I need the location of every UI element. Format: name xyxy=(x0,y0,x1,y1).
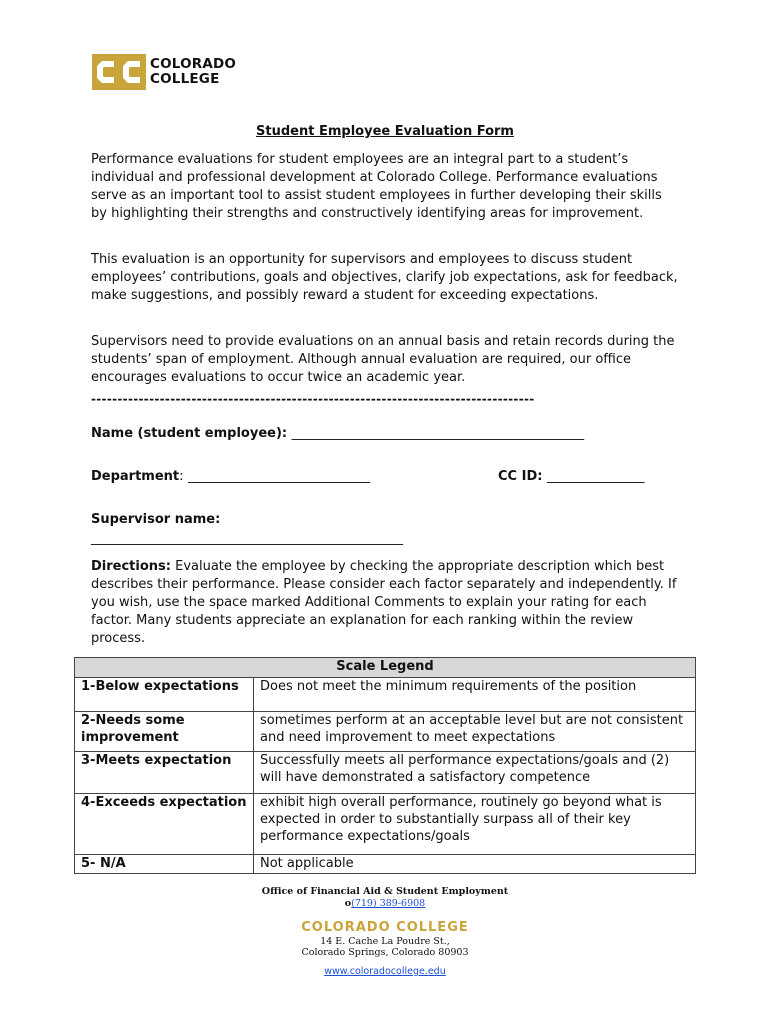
ccid-label: CC ID: xyxy=(498,469,543,484)
footer-address-line-1: 14 E. Cache La Poudre St., xyxy=(320,936,450,947)
supervisor-blank[interactable]: ________________________________________________ xyxy=(91,531,403,546)
section-divider: ------------------------------------------------------------------------------------ xyxy=(91,392,535,406)
department-blank[interactable]: ____________________________ xyxy=(188,469,371,484)
footer-website xyxy=(0,966,770,977)
logo-line-1: COLORADO xyxy=(150,56,237,72)
website-link[interactable]: www.coloradocollege.edu xyxy=(324,966,446,977)
logo-line-2: COLLEGE xyxy=(150,71,220,87)
legend-row xyxy=(75,678,696,712)
intro-paragraph-3: Supervisors need to provide evaluations on an annual basis and retain records during the students’ span of employment. Although annual evaluation are required, our office encourages evaluations to occur twice an academic year. xyxy=(91,334,675,385)
logo-wordmark xyxy=(150,57,236,87)
footer-college-name: COLORADO COLLEGE xyxy=(301,920,469,935)
legend-row xyxy=(75,855,696,874)
legend-row xyxy=(75,794,696,855)
footer-office: Office of Financial Aid & Student Employment xyxy=(261,886,509,897)
legend-level: 4-Exceeds expectation xyxy=(75,794,254,855)
supervisor-label: Supervisor name: xyxy=(91,512,221,527)
directions-text: Evaluate the employee by checking the appropriate description which best describes their performance. Please consider each factor separately and independently. If you wish, use the space marked Additional Comments to explain your rating for each factor. Many students appreciate an explanation for each ranking within the review process. xyxy=(91,559,677,646)
footer-phone xyxy=(0,898,770,909)
legend-level: 5- N/A xyxy=(75,855,254,874)
intro-paragraph-2: This evaluation is an opportunity for supervisors and employees to discuss student employees’ contributions, goals and objectives, clarify job expectations, ask for feedback, make suggestions, and possibly reward a student for exceeding expectations. xyxy=(91,252,678,303)
name-blank[interactable]: _____________________________________________ xyxy=(291,426,585,441)
legend-level: 2-Needs some improvement xyxy=(75,712,254,752)
directions-paragraph xyxy=(91,558,681,648)
legend-level: 3-Meets expectation xyxy=(75,752,254,794)
phone-link[interactable]: (719) 389-6908 xyxy=(351,898,426,909)
department-colon: : xyxy=(179,469,184,484)
scale-legend-table xyxy=(74,657,696,874)
legend-level: 1-Below expectations xyxy=(75,678,254,712)
department-field[interactable] xyxy=(91,469,370,484)
legend-description: Does not meet the minimum requirements of the position xyxy=(254,678,696,712)
phone-prefix: o xyxy=(344,898,352,909)
legend-description: sometimes perform at an acceptable level but are not consistent and need improvement to meet expectations xyxy=(254,712,696,752)
legend-description: Not applicable xyxy=(254,855,696,874)
directions-label: Directions: xyxy=(91,559,171,574)
name-label: Name (student employee): xyxy=(91,426,288,441)
legend-row xyxy=(75,752,696,794)
ccid-blank[interactable]: _______________ xyxy=(546,469,645,484)
legend-description: exhibit high overall performance, routinely go beyond what is expected in order to substantially surpass all of their key performance expectations/goals xyxy=(254,794,696,855)
ccid-field[interactable] xyxy=(498,469,644,484)
page-title: Student Employee Evaluation Form xyxy=(256,124,514,139)
scale-legend-title: Scale Legend xyxy=(75,658,696,678)
intro-paragraph-1: Performance evaluations for student employees are an integral part to a student’s individual and professional development at Colorado College. Performance evaluations serve as an important tool to assist student employees in further developing their skills by highlighting their strengths and constructively identifying areas for improvement. xyxy=(91,152,662,221)
name-field[interactable] xyxy=(91,426,584,441)
department-label: Department xyxy=(91,469,180,484)
footer-address-line-2: Colorado Springs, Colorado 80903 xyxy=(301,947,469,958)
legend-description: Successfully meets all performance expectations/goals and (2) will have demonstrated a satisfactory competence xyxy=(254,752,696,794)
legend-row xyxy=(75,712,696,752)
